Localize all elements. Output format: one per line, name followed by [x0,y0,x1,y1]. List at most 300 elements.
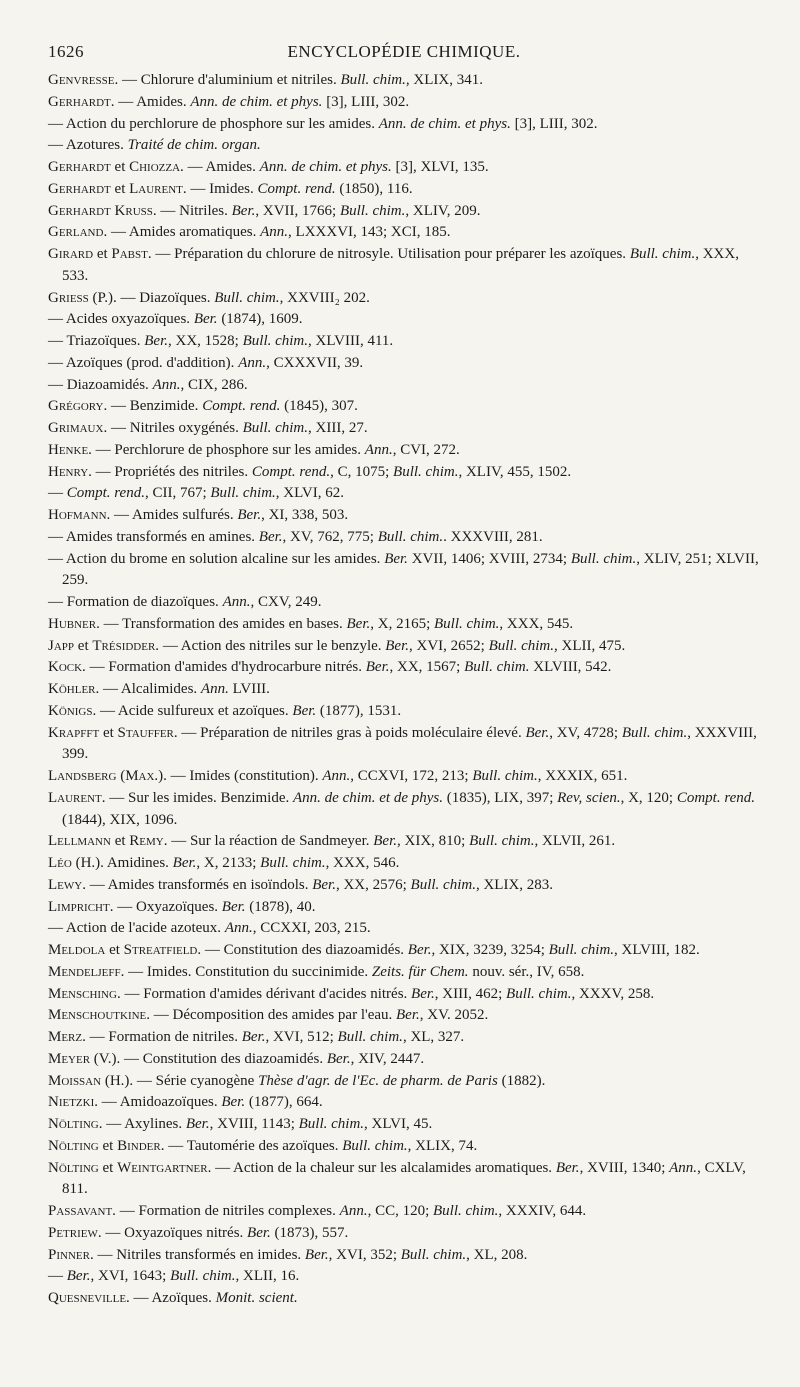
entry-text: — Formation de nitriles. [85,1029,242,1045]
bibliography-entry [48,1245,760,1267]
entry-source: Bull. chim. [242,420,309,436]
bibliography-entry [48,157,760,179]
entry-source: Ann. [364,441,393,458]
entry-text: — Imides. Constitution du succinimide. [124,963,372,980]
entry-text: (1874), 1609. [217,311,303,328]
entry-author: Limpricht. [48,898,114,915]
entry-author: Moissan (H.). [48,1072,134,1089]
bibliography-entry [48,353,760,375]
entry-author: Gerland. [48,224,108,241]
entry-text: XVII, 1406; XVIII, 2734; [407,550,571,567]
bibliography-entry [48,179,760,201]
entry-text: , XI, 338, 503. [261,507,349,523]
entry-text: (1878), 40. [245,898,316,915]
entry-text: , XXXVIII, 399. [62,724,757,763]
bibliography-entry [48,636,760,658]
entry-text: et [98,1159,118,1176]
entry-text: . XXXVIII, 281. [443,528,543,545]
entry-text: [3], XLVI, 135. [391,159,489,175]
entry-source: Ann. [224,920,253,937]
entry-source: Bull. chim. [433,1203,499,1219]
entry-author: Passavant. [48,1203,116,1219]
entry-text: , XLIX, 283. [475,876,554,893]
entry-author: Nölting [48,1137,99,1154]
entry-author: Lewy. [48,876,86,893]
bibliography-entry [48,1223,760,1245]
page-header [48,36,760,66]
entry-source: Bull. chim. [570,550,637,567]
entry-text: , XX, 1528; [168,333,243,349]
entry-text: , XVI, 512; [265,1029,338,1045]
entry-text: , CC, 120; [367,1203,434,1219]
bibliography-entry [48,527,760,549]
entry-source: Ber. [346,615,371,632]
entry-text: , XLIV, 251; XLVII, 259. [62,550,759,589]
page-number: 1626 [48,42,84,61]
bibliography-entry [48,222,760,244]
entry-text: — [48,485,67,502]
entry-author: Remy. [129,833,168,850]
entry-text: — Amidoazoïques. [98,1094,222,1111]
entry-text: — Amides transformés en amines. [48,528,259,545]
entry-text: , XIX, 3239, 3254; [431,942,549,958]
entry-text: — Diazoïques. [116,289,215,306]
entry-source: Bull. chim. [621,724,688,741]
entry-source: Compt. rend. [66,485,145,502]
entry-source: Ann. [152,376,181,393]
entry-text: et [93,246,112,262]
bibliography-entry [48,549,760,593]
entry-text: , XVI, 2652; [409,637,489,654]
bibliography-entry [48,244,760,288]
entry-text: — [48,1268,67,1285]
entry-source: Ann. de chim. et phys. [378,115,511,132]
entry-author: Henke. [48,441,92,458]
entry-text: , XXXIX, 651. [537,768,628,784]
entry-text: (1835), LIX, 397; [442,789,558,806]
entry-author: Meldola [48,942,106,958]
entry-source: Ann. de chim. et phys. [259,159,392,175]
bibliography-entry [48,592,760,614]
entry-author: Menschoutkine. [48,1007,151,1024]
entry-text: , XXXIV, 644. [498,1203,587,1219]
entry-text: , XLIX, 341. [405,72,483,88]
entry-text: (1873), 557. [270,1224,349,1241]
entry-text: , XVIII, 1340; [579,1159,670,1176]
entry-text: , XIX, 810; [397,833,470,850]
entry-author: Gerhardt [48,202,111,219]
entry-text: — Benzimide. [107,398,203,415]
entry-source: Compt. rend. [676,789,756,806]
entry-text: — Acides oxyazoïques. [48,311,194,328]
entry-source: Ber. [237,507,262,523]
bibliography-entry [48,375,760,397]
entry-text: — Imides. [186,180,258,197]
entry-author: Gerhardt. [48,93,115,110]
entry-source: Ber. [365,659,390,676]
entry-source: Bull. chim. [472,768,538,784]
entry-text: , C, 1075; [330,463,394,480]
bibliography-entry [48,723,760,767]
entry-text: — Nitriles transformés en imides. [93,1246,305,1263]
entry-source: Ber. [221,1094,246,1111]
bibliography-entry [48,962,760,984]
entry-text: , XLVIII, 411. [308,333,394,349]
entry-author: Nietzki. [48,1094,99,1111]
entry-source: Ann. [339,1203,368,1219]
entry-source: Traité de chim. organ. [127,137,261,154]
entry-author: Quesneville. [48,1290,130,1306]
entry-source: Bull. chim. [339,202,406,219]
entry-author: Hubner. [48,615,100,632]
entry-author: Krapfft [48,724,100,741]
entry-text: , CXXXVII, 39. [266,354,364,371]
entry-text: , CVI, 272. [392,441,460,458]
entry-source: Ber. [384,550,408,567]
entry-text: [3], LIII, 302. [510,115,598,132]
entry-source: Ber. [373,833,397,850]
entry-author: Grégory. [48,398,108,415]
entry-author: Kruss. [114,202,157,219]
entry-source: Ann. [260,224,289,241]
entry-text: nouv. sér., IV, 658. [468,963,585,980]
entry-text: (1877), 1531. [316,702,402,719]
entry-text: et [110,159,130,175]
entry-source: Ann. [200,681,229,697]
entry-text: et [110,833,130,850]
entry-author: Königs. [48,702,97,719]
entry-source: Ber. [312,876,336,893]
entry-source: Ann. [238,354,267,371]
entry-text: — Sur la réaction de Sandmeyer. [167,833,374,850]
entry-text: , XLII, 16. [235,1268,300,1285]
entry-author: Mendeljeff. [48,963,125,980]
entry-text: — Action du perchlorure de phosphore sur les amides. [48,115,379,132]
entry-source: Bull. chim. [298,1116,365,1132]
entry-author: Griess (P.). [48,289,117,306]
entry-author: Gerhardt [48,180,111,197]
entry-source: Thèse d'agr. de l'Ec. de pharm. de Paris [258,1072,498,1089]
bibliography-entry [48,831,760,853]
entry-text: XLVIII, 542. [529,659,612,676]
entry-text: , CXLV, 811. [62,1159,746,1198]
entry-text: — Triazoïques. [48,333,145,349]
entry-text: , XIII, 462; [434,985,507,1002]
entry-source: Ann. [222,594,251,610]
bibliography-entry [48,396,760,418]
entry-author: Stauffer. [117,724,178,741]
entry-source: Ber. [326,1050,351,1067]
entry-source: Bull. chim. [410,876,476,893]
entry-text: , CXV, 249. [250,594,322,610]
entry-source: Ann. [669,1159,698,1176]
entry-source: Ber. [396,1007,420,1024]
entry-text: , XIII, 27. [308,420,368,436]
entry-source: Bull. chim. [337,1029,403,1045]
entry-text: , CCXVI, 172, 213; [350,768,473,784]
entry-source: Compt. rend. [257,180,336,197]
entry-author: Chiozza. [129,159,184,175]
bibliography-entry [48,114,760,136]
entry-source: Bull. chim. [242,333,309,349]
entry-text: , XV. 2052. [419,1007,489,1024]
entry-text: , XIV, 2447. [350,1050,425,1067]
entry-text: , X, 2133; [196,855,261,871]
entry-source: Rev, scien. [557,789,621,806]
entry-author: Grimaux. [48,420,108,436]
entry-source: Bull. chim. [488,637,554,654]
bibliography-entry [48,418,760,440]
entry-source: Bull. chim. [400,1246,467,1263]
entry-text: , X, 2165; [370,615,435,632]
entry-source: Ber. [193,311,218,328]
entry-text: — Transformation des amides en bases. [99,615,347,632]
bibliography-entry [48,309,760,331]
bibliography-entry [48,1136,760,1158]
entry-text: — Azotures. [48,137,128,154]
entry-text: — Décomposition des amides par l'eau. [150,1007,397,1024]
entry-text: — Amides sulfurés. [110,507,238,523]
entry-source: Bull. chim. [340,72,406,88]
entry-text: — Formation de diazoïques. [48,594,223,610]
entry-source: Bull. chim. [342,1137,408,1154]
entry-author: Pinner. [48,1246,94,1263]
entry-text: , CII, 767; [144,485,211,502]
entry-text: LVIII. [228,681,270,697]
entry-text: — Constitution des diazoamidés. [201,942,408,958]
entry-text: (1882). [497,1072,546,1089]
entry-source: Compt. rend. [202,398,281,415]
entry-text: , XLIX, 74. [407,1137,478,1154]
entry-text: , XXX, 545. [499,615,574,632]
entry-text: (1845), 307. [280,398,358,415]
entry-text: , XLII, 475. [554,637,626,654]
bibliography-entry [48,1201,760,1223]
entry-text: — Oxyazoïques. [113,898,222,915]
entry-author: Léo (H.). [48,855,104,871]
entry-author: Hofmann. [48,507,111,523]
bibliography-entry [48,201,760,223]
bibliography-entry [48,1071,760,1093]
entry-text: — Constitution des diazoamidés. [120,1050,327,1067]
bibliography-entry [48,940,760,962]
entry-text: , XLVI, 45. [364,1116,433,1132]
entry-text: — Action de la chaleur sur les alcalamides aromatiques. [211,1159,556,1176]
entry-source: Ber. [385,637,410,654]
bibliography-list [48,70,760,1310]
entry-text: et [110,180,130,197]
bibliography-entry [48,788,760,832]
bibliography-entry [48,984,760,1006]
bibliography-entry [48,505,760,527]
entry-source: Bull. chim. [464,659,530,676]
entry-source: Bull. chim. [214,289,280,306]
entry-source: Bull. chim. [548,942,615,958]
entry-text: — Action de l'acide azoteux. [48,920,225,937]
entry-source: Ber. [231,202,256,219]
entry-text: — Nitriles. [156,202,232,219]
running-title: ENCYCLOPÉDIE CHIMIQUE. [287,42,521,61]
entry-text: — Oxyazoïques nitrés. [101,1224,248,1241]
entry-text: — Amides. [114,93,191,110]
entry-source: Bull. chim. [469,833,535,850]
entry-source: Bull. chim. [377,528,444,545]
entry-text: , XXVIII₂ 202. [279,289,370,306]
bibliography-entry [48,1027,760,1049]
entry-text: — Action des nitriles sur le benzyle. [159,637,386,654]
entry-author: Gerhardt [48,159,111,175]
bibliography-entry [48,875,760,897]
entry-text: — Formation de nitriles complexes. [115,1203,340,1219]
entry-text: — Diazoamidés. [48,376,153,393]
entry-source: Bull. chim. [506,985,572,1002]
entry-text: , XVI, 352; [328,1246,401,1263]
entry-text: , XLVI, 62. [275,485,344,502]
entry-text: (1850), 116. [335,180,413,197]
entry-source: Ber. [407,942,432,958]
entry-text: — Amides. [183,159,260,175]
entry-source: Ber. [221,898,246,915]
bibliography-entry [48,1288,760,1310]
entry-text: , XLIV, 209. [405,202,481,219]
entry-text: — Acide sulfureux et azoïques. [96,702,293,719]
entry-text: — Formation d'amides dérivant d'acides nitrés. [120,985,412,1002]
entry-author: Genvresse. [48,72,119,88]
entry-text: — Perchlorure de phosphore sur les amides. [91,441,365,458]
entry-text: — Chlorure d'aluminium et nitriles. [118,72,341,88]
entry-source: Bull. chim. [210,485,276,502]
entry-text: , XX, 2576; [335,876,411,893]
bibliography-entry [48,1114,760,1136]
entry-text: — Série cyanogène [133,1072,259,1089]
bibliography-entry [48,288,760,310]
entry-source: Ber. [258,528,283,545]
entry-text: — Action du brome en solution alcaline sur les amides. [48,550,385,567]
entry-text: — Axylines. [102,1116,186,1132]
entry-source: Ber. [555,1159,580,1176]
entry-text: (1844), XIX, 1096. [62,811,178,828]
entry-author: Japp [48,637,75,654]
entry-source: Ber. [411,985,435,1002]
entry-source: Bull. chim. [393,463,459,480]
entry-source: Bull. chim. [170,1268,236,1285]
entry-text: — Propriétés des nitriles. [91,463,252,480]
entry-text: , XV, 762, 775; [282,528,378,545]
bibliography-entry [48,1049,760,1071]
entry-author: Kock. [48,659,86,676]
entry-text: , XVIII, 1143; [209,1116,299,1132]
entry-text: , XXX, 533. [62,246,739,284]
entry-author: Merz. [48,1029,86,1045]
entry-source: Ann. [322,768,351,784]
entry-text: — Azoïques (prod. d'addition). [48,354,239,371]
bibliography-entry [48,853,760,875]
entry-author: Weintgartner. [117,1159,212,1176]
entry-text: , XL, 327. [402,1029,465,1045]
entry-source: Monit. scient. [215,1290,298,1306]
entry-text: et [105,942,124,958]
entry-source: Ber. [241,1029,266,1045]
entry-source: Ann. de chim. et phys. [190,93,323,110]
entry-author: Petriew. [48,1224,102,1241]
entry-text: et [74,637,93,654]
entry-source: Zeits. für Chem. [371,963,469,980]
entry-author: Pabst. [111,246,152,262]
entry-text: , XLIV, 455, 1502. [458,463,572,480]
entry-text: , XV, 4728; [549,724,622,741]
entry-text: , XX, 1567; [389,659,465,676]
entry-author: Lellmann [48,833,111,850]
entry-author: Meyer (V.). [48,1050,121,1067]
entry-source: Ber. [185,1116,210,1132]
bibliography-entry [48,462,760,484]
entry-text: (1877), 664. [245,1094,323,1111]
entry-source: Ber. [525,724,550,741]
bibliography-entry [48,483,760,505]
bibliography-entry [48,331,760,353]
entry-author: Nölting. [48,1116,103,1132]
entry-source: Ann. de chim. et de phys. [293,789,443,806]
entry-text: , XLVIII, 182. [614,942,700,958]
entry-text: — Tautomérie des azoïques. [164,1137,343,1154]
entry-text: — Alcalimides. [99,681,201,697]
entry-author: Landsberg (Max.). [48,768,167,784]
entry-author: Köhler. [48,681,100,697]
entry-text: , X, 120; [620,789,677,806]
entry-source: Ber. [66,1268,91,1285]
entry-text: , LXXXVI, 143; XCI, 185. [288,224,451,241]
bibliography-entry [48,918,760,940]
bibliography-entry [48,135,760,157]
entry-author: Streatfield. [123,942,202,958]
entry-author: Girard [48,246,94,262]
entry-author: Binder. [117,1137,165,1154]
bibliography-entry [48,440,760,462]
entry-source: Ber. [292,702,317,719]
bibliography-entry [48,701,760,723]
entry-source: Compt. rend. [251,463,331,480]
entry-text: , CCXXI, 203, 215. [252,920,371,937]
entry-source: Ber. [144,333,169,349]
entry-text: — Amides transformés en isoïndols. [85,876,313,893]
entry-text: , XXXV, 258. [571,985,655,1002]
entry-text: [3], LIII, 302. [322,93,410,110]
bibliography-entry [48,1266,760,1288]
entry-text: — Nitriles oxygénés. [107,420,243,436]
entry-text: — Azoïques. [129,1290,216,1306]
entry-author: Nölting [48,1159,99,1176]
entry-text: — Sur les imides. Benzimide. [105,789,294,806]
entry-author: Henry. [48,463,92,480]
entry-text: — Préparation de nitriles gras à poids moléculaire élevé. [177,724,526,741]
entry-text: — Formation d'amides d'hydrocarbure nitrés. [85,659,366,676]
entry-text: , CIX, 286. [180,376,248,393]
entry-source: Ber. [247,1224,271,1241]
entry-author: Laurent. [129,180,187,197]
entry-text: — Préparation du chlorure de nitrosyle. Utilisation pour préparer les azoïques. [151,246,630,262]
entry-source: Ber. [172,855,197,871]
bibliography-entry [48,1092,760,1114]
bibliography-entry [48,70,760,92]
entry-text: et [99,724,118,741]
bibliography-entry [48,897,760,919]
bibliography-entry [48,679,760,701]
bibliography-entry [48,1005,760,1027]
entry-text: , XLVII, 261. [534,833,616,850]
bibliography-entry [48,766,760,788]
entry-text: — Imides (constitution). [166,768,323,784]
entry-text: — Amides aromatiques. [107,224,261,241]
